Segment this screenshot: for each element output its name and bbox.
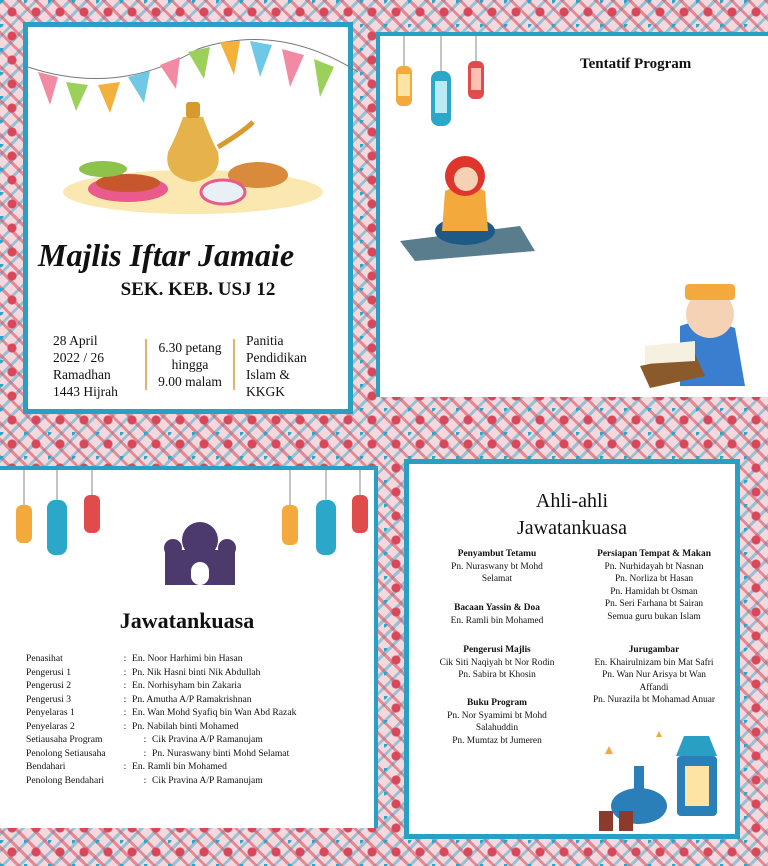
iftar-feast-illustration xyxy=(58,97,328,217)
lanterns-decoration-right xyxy=(278,470,373,565)
program-title: Tentatif Program xyxy=(580,56,692,72)
members-panel xyxy=(404,459,740,839)
list-item: Pengerusi 2 : En. Norhisyham bin Zakaria xyxy=(26,680,242,691)
mosque-crescent-icon xyxy=(125,490,270,600)
list-item: Penasihat : En. Noor Harhimi bin Hasan xyxy=(26,653,243,664)
list-item: Bendahari : En. Ramli bin Mohamed xyxy=(26,761,227,772)
group-buku: Buku Program Pn. Nor Syamimi bt Mohd Salahuddin Pn. Mumtaz bt Jumeren xyxy=(447,698,547,746)
group-penyambut: Penyambut Tetamu Pn. Nuraswany bt Mohd Selamat xyxy=(451,549,543,584)
members-title: Ahli-ahli Jawatankuasa xyxy=(517,490,627,539)
list-item: Penolong Bendahari : Cik Pravina A/P Ramanujam xyxy=(26,774,263,786)
list-item: Pengerusi 3 : Pn. Amutha A/P Ramakrishnan xyxy=(26,693,252,705)
group-persiapan: Persiapan Tempat & Makan Pn. Nurhidayah bt Nasnan Pn. Norliza bt Hasan Pn. Hamidah bt Osman Pn. Seri Farhana bt Sairan Semua guru bukan Islam xyxy=(597,549,711,622)
list-item: Penolong Setiausaha : Pn. Nuraswany binti Mohd Selamat xyxy=(26,747,290,759)
group-jurugambar: Jurugambar En. Khairulnizam bin Mat Safri Pn. Wan Nur Arisya bt Wan Affandi Pn. Nurazila bt Mohamad Anuar xyxy=(592,645,716,705)
group-yassin: Bacaan Yassin & Doa En. Ramli bin Mohamed xyxy=(450,603,544,626)
list-item: Penyelaras 1 : En. Wan Mohd Syafiq bin Wan Abd Razak xyxy=(26,707,297,718)
reading-boy-illustration xyxy=(635,276,765,401)
program-panel xyxy=(376,32,768,397)
lantern-dates-illustration xyxy=(589,726,735,836)
list-item: Pengerusi 1 : Pn. Nik Hasni binti Nik Abdullah xyxy=(26,666,261,678)
event-time: 6.30 petang hingga 9.00 malam xyxy=(145,339,235,390)
group-pengerusi: Pengerusi Majlis Cik Siti Naqiyah bt Nor Rodin Pn. Sabira bt Khosin xyxy=(439,645,555,680)
lanterns-decoration-left xyxy=(12,470,107,565)
event-title: Majlis Iftar Jamaie xyxy=(38,237,295,273)
committee-list xyxy=(26,652,296,787)
cover-panel xyxy=(23,22,353,414)
event-date: 28 April 2022 / 26 Ramadhan 1443 Hijrah xyxy=(53,333,118,399)
committee-title: Jawatankuasa xyxy=(119,608,255,633)
praying-girl-illustration xyxy=(390,146,540,261)
school-name: SEK. KEB. USJ 12 xyxy=(120,279,276,300)
committee-panel xyxy=(0,466,378,828)
list-item: Setiausaha Program : Cik Pravina A/P Ramanujam xyxy=(26,734,263,745)
lanterns-decoration xyxy=(386,36,496,146)
event-organizer: Panitia Pendidikan Islam & KKGK xyxy=(246,333,307,399)
list-item: Penyelaras 2 : Pn. Nabilah binti Mohamed xyxy=(26,720,239,732)
